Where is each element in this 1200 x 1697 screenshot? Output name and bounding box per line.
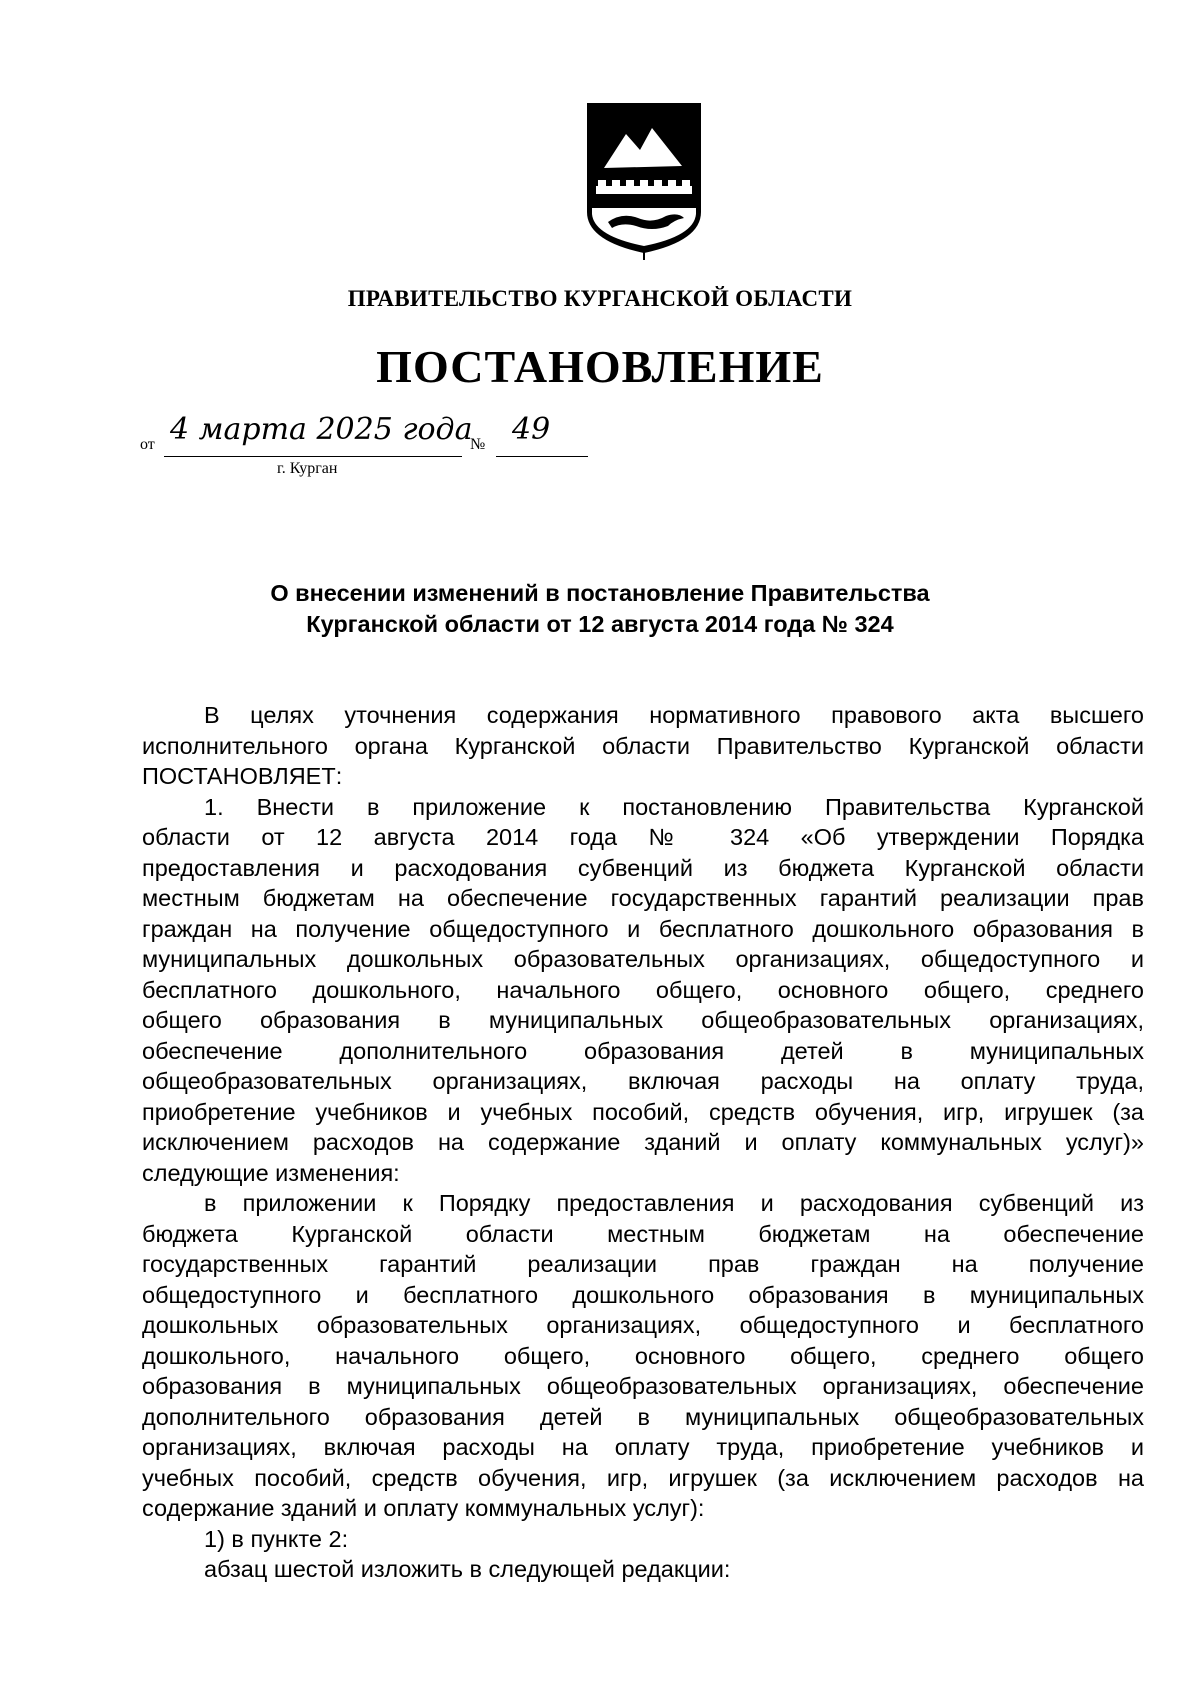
body-line: абзац шестой изложить в следующей редакции: [204, 1556, 731, 1582]
date-underline [164, 456, 462, 457]
body-line: государственных гарантий реализации прав граждан на получение [142, 1251, 1144, 1277]
government-title: ПРАВИТЕЛЬСТВО КУРГАНСКОЙ ОБЛАСТИ [347, 286, 853, 311]
body-line: дошкольных образовательных организациях, общедоступного и бесплатного [142, 1312, 1144, 1338]
body-line: обеспечение дополнительного образования детей в муниципальных [142, 1037, 1144, 1064]
body-line: общего образования в муниципальных общеобразовательных организациях, [142, 1007, 1144, 1033]
body-line: муниципальных дошкольных образовательных организациях, общедоступного и [142, 946, 1144, 972]
body-line: в приложении к Порядку предоставления и расходования субвенций из [204, 1190, 1144, 1216]
city-label: г. Курган [277, 460, 338, 477]
document-subject [0, 578, 1200, 640]
handwritten-number: 49 [512, 412, 551, 447]
body-line: бесплатного дошкольного, начального общего, основного общего, среднего [142, 976, 1144, 1003]
body-line: В целях уточнения содержания нормативного правового акта высшего [204, 702, 1144, 728]
body-line: общеобразовательных организациях, включая расходы на оплату труда, [142, 1068, 1144, 1094]
body-line: общедоступного и бесплатного дошкольного образования в муниципальных [142, 1281, 1144, 1308]
subject-line: Курганской области от 12 августа 2014 года № 324 [306, 611, 894, 637]
number-underline [496, 456, 588, 457]
body-line: учебных пособий, средств обучения, игр, игрушек (за исключением расходов на [142, 1464, 1144, 1491]
body-line: бюджета Курганской области местным бюджетам на обеспечение [142, 1220, 1144, 1247]
from-label: от [140, 436, 155, 453]
document-type-title: ПОСТАНОВЛЕНИЕ [376, 341, 824, 392]
body-line: дополнительного образования детей в муниципальных общеобразовательных [142, 1403, 1144, 1430]
subject-line: О внесении изменений в постановление Правительства [270, 580, 930, 606]
body-line: приобретение учебников и учебных пособий, средств обучения, игр, игрушек (за [142, 1098, 1144, 1125]
body-line: следующие изменения: [142, 1159, 400, 1186]
body-line: содержание зданий и оплату коммунальных услуг): [142, 1495, 705, 1521]
body-line: организациях, включая расходы на оплату труда, приобретение учебников и [142, 1434, 1144, 1460]
body-line: предоставления и расходования субвенций из бюджета Курганской области [142, 854, 1144, 881]
handwritten-date: 4 марта 2025 года [170, 412, 473, 447]
body-line: исключением расходов на содержание зданий и оплату коммунальных услуг)» [142, 1129, 1144, 1155]
date-number-line [140, 412, 660, 480]
body-line: образования в муниципальных общеобразовательных организациях, обеспечение [142, 1373, 1144, 1399]
number-label: № [470, 436, 486, 453]
body-line: дошкольного, начального общего, основного общего, среднего общего [142, 1342, 1144, 1369]
body-line: местным бюджетам на обеспечение государственных гарантий реализации прав [142, 885, 1144, 911]
body-line: исполнительного органа Курганской области Правительство Курганской области [142, 732, 1144, 759]
body-line: области от 12 августа 2014 года № 324 «Об утверждении Порядка [142, 824, 1144, 850]
body-line: ПОСТАНОВЛЯЕТ: [142, 763, 343, 789]
body-line: 1. Внести в приложение к постановлению Правительства Курганской [204, 793, 1144, 820]
body-line: 1) в пункте 2: [204, 1525, 349, 1552]
coat-of-arms-emblem [582, 100, 706, 260]
document-body [142, 700, 1144, 1585]
body-line: граждан на получение общедоступного и бесплатного дошкольного образования в [142, 915, 1144, 942]
